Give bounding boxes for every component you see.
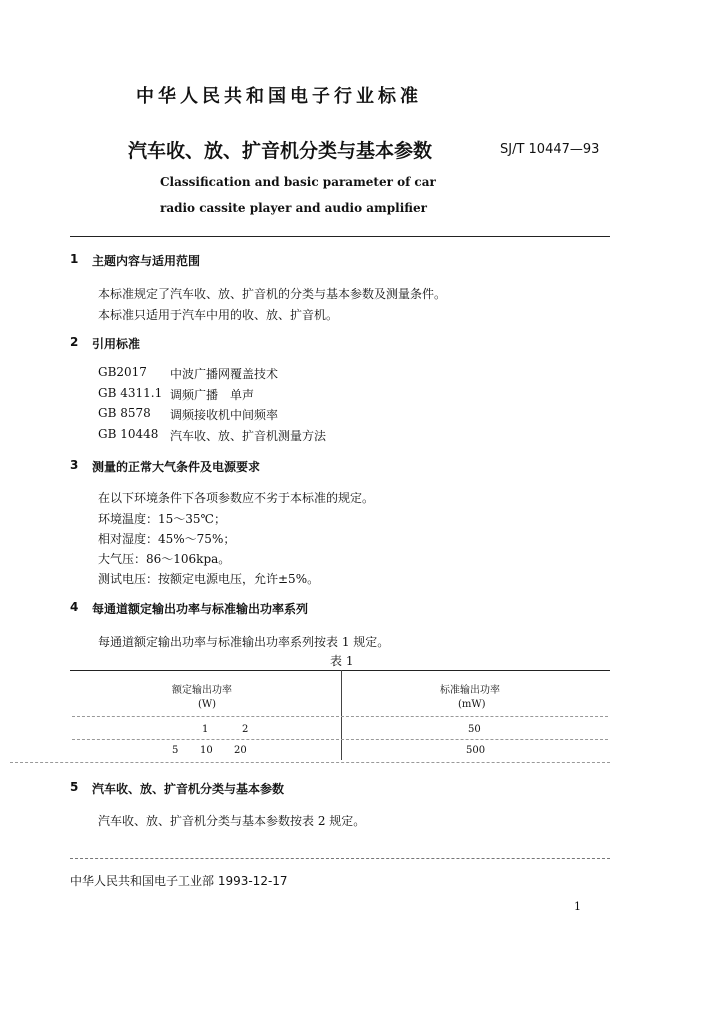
reference-name: 调频广播 单声 xyxy=(170,388,255,402)
section-2-number: 2 xyxy=(70,335,79,349)
table-cell: 2 xyxy=(242,724,249,735)
footer-separator xyxy=(70,858,610,859)
reference-code: GB 4311.1 xyxy=(98,386,163,400)
table-cell: 10 xyxy=(200,745,213,756)
table-header-separator xyxy=(72,716,608,717)
section-2-title: 引用标准 xyxy=(92,337,141,351)
section-3-title: 测量的正常大气条件及电源要求 xyxy=(92,460,261,474)
section-1-paragraph-1: 本标准规定了汽车收、放、扩音机的分类与基本参数及测量条件。 xyxy=(98,287,447,301)
condition-line: 大气压：86～106kpa。 xyxy=(98,552,231,566)
section-3-number: 3 xyxy=(70,458,79,472)
table-cell: 1 xyxy=(202,724,209,735)
reference-name: 中波广播网覆盖技术 xyxy=(170,367,279,381)
section-4-title: 每通道额定输出功率与标准输出功率系列 xyxy=(92,602,309,616)
table-bottom-rule xyxy=(10,762,610,763)
table-cell: 5 xyxy=(172,745,179,756)
document-title: 汽车收、放、扩音机分类与基本参数 xyxy=(128,140,433,162)
table-caption: 表 1 xyxy=(330,654,354,668)
condition-line: 环境温度：15～35℃； xyxy=(98,512,226,526)
reference-code: GB 8578 xyxy=(98,406,151,420)
section-5-paragraph: 汽车收、放、扩音机分类与基本参数按表 2 规定。 xyxy=(98,814,366,828)
condition-line: 相对湿度：45%～75%； xyxy=(98,532,236,546)
reference-name: 调频接收机中间频率 xyxy=(170,408,279,422)
issuer-line: 中华人民共和国电子工业部 1993-12-17 xyxy=(70,874,288,888)
page-number: 1 xyxy=(574,900,581,913)
section-3-intro: 在以下环境条件下各项参数应不劣于本标准的规定。 xyxy=(98,491,375,505)
english-title-line2: radio cassite player and audio amplifier xyxy=(160,201,427,215)
standard-category: 中华人民共和国电子行业标准 xyxy=(136,86,422,107)
section-1-title: 主题内容与适用范围 xyxy=(92,254,201,268)
condition-line: 测试电压：按额定电源电压，允许±5%。 xyxy=(98,572,320,586)
section-1-number: 1 xyxy=(70,252,79,266)
col-header-standard-power: 标准输出功率 xyxy=(440,685,500,696)
reference-code: GB2017 xyxy=(98,365,147,379)
table-row-separator xyxy=(72,739,608,740)
table-cell: 500 xyxy=(466,745,486,756)
col-unit-standard-power: (mW) xyxy=(458,699,486,710)
table-cell: 20 xyxy=(234,745,247,756)
section-4-number: 4 xyxy=(70,600,79,614)
col-unit-rated-power: (W) xyxy=(198,699,217,710)
table-column-divider xyxy=(341,670,342,760)
standard-number: SJ/T 10447—93 xyxy=(500,142,600,157)
reference-code: GB 10448 xyxy=(98,427,159,441)
reference-name: 汽车收、放、扩音机测量方法 xyxy=(170,429,327,443)
table-cell: 50 xyxy=(468,724,481,735)
table-top-rule xyxy=(70,670,610,671)
section-5-title: 汽车收、放、扩音机分类与基本参数 xyxy=(92,782,285,796)
section-1-paragraph-2: 本标准只适用于汽车中用的收、放、扩音机。 xyxy=(98,308,339,322)
section-5-number: 5 xyxy=(70,780,79,794)
section-4-intro: 每通道额定输出功率与标准输出功率系列按表 1 规定。 xyxy=(98,635,390,649)
english-title-line1: Classification and basic parameter of car xyxy=(160,175,436,189)
col-header-rated-power: 额定输出功率 xyxy=(172,685,232,696)
header-rule xyxy=(70,236,610,237)
